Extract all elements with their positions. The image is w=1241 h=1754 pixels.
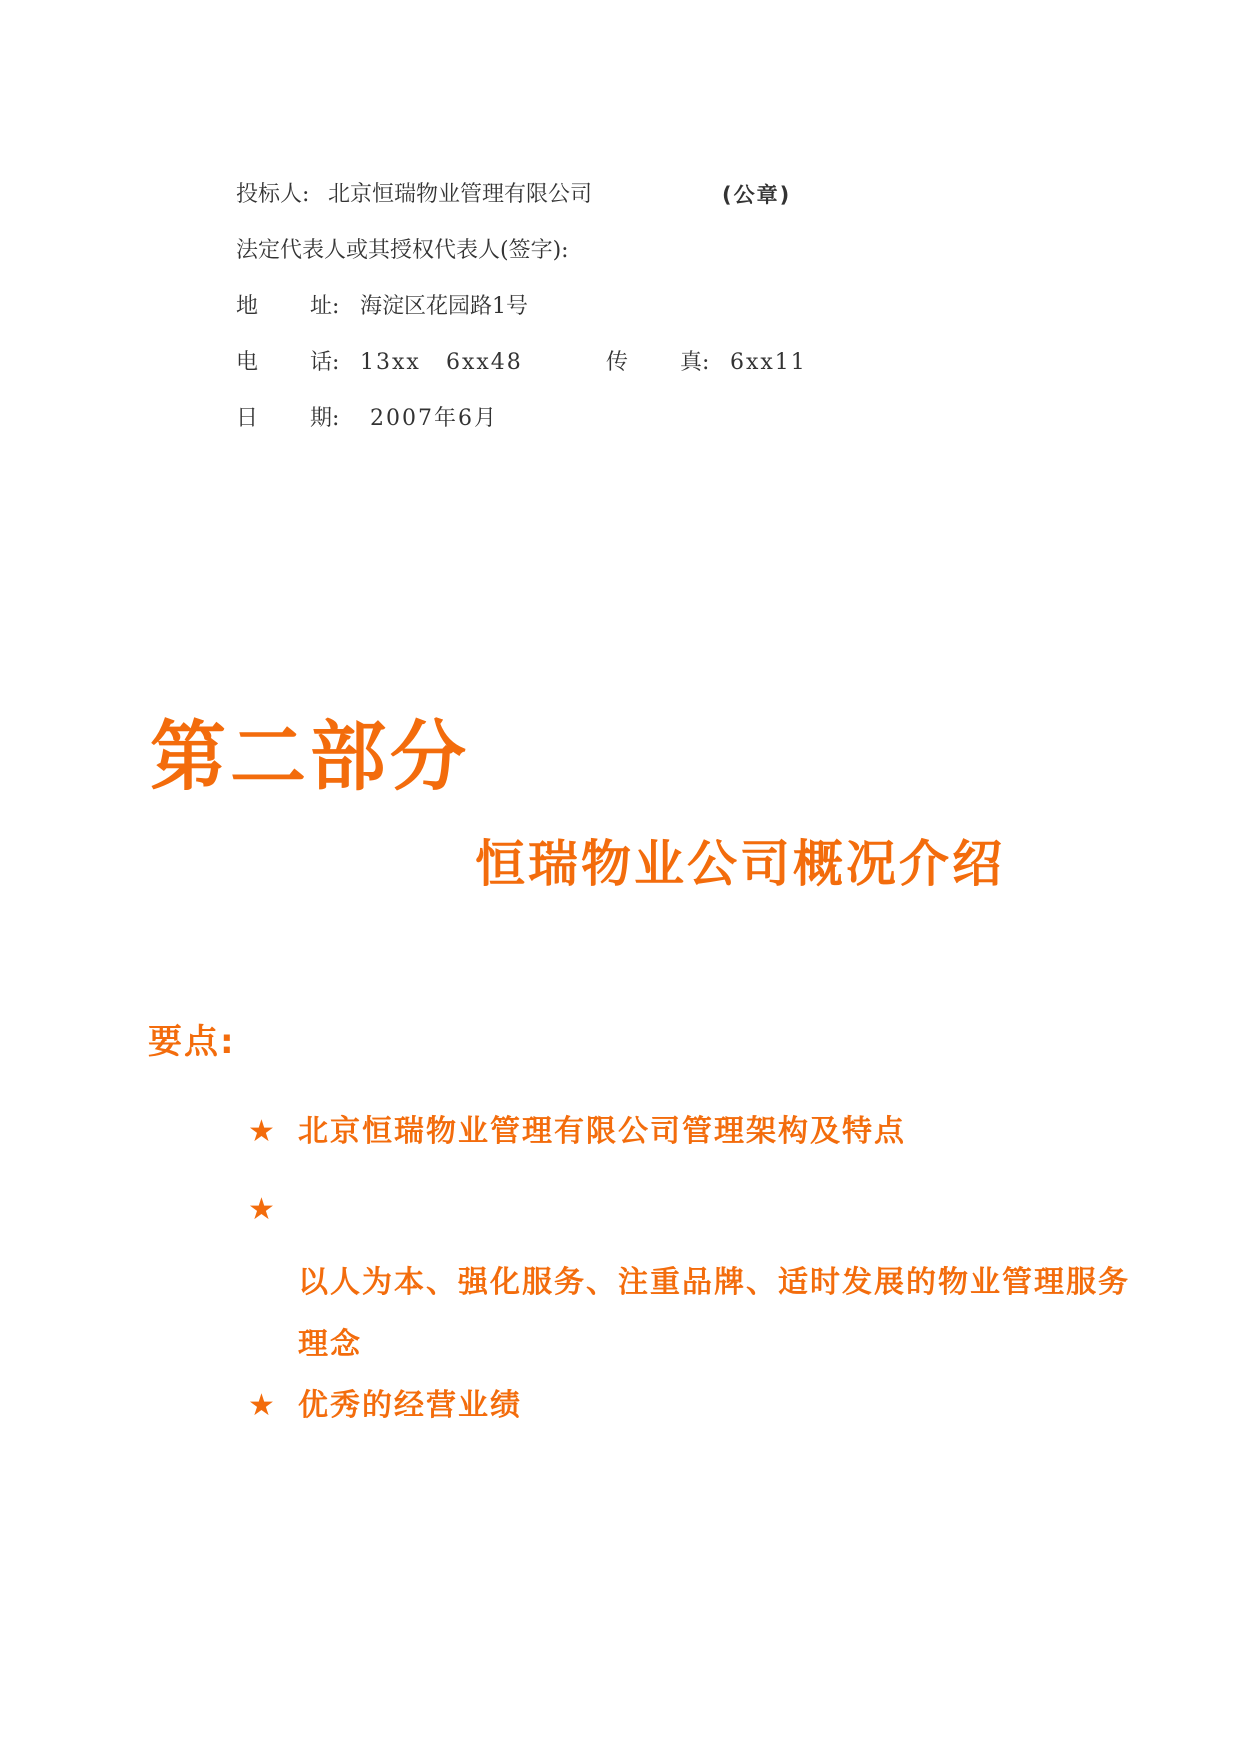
star-icon: ★ (248, 1388, 277, 1423)
section-title: 第二部分 (150, 712, 470, 801)
company-seal-note: (公章) (722, 183, 792, 207)
key-points-list (248, 1108, 1148, 1430)
list-item-text: 优秀的经营业绩 (298, 1388, 522, 1423)
legal-rep-label: 法定代表人或其授权代表人(签字): (236, 238, 569, 263)
list-item-text: 北京恒瑞物业管理有限公司管理架构及特点 (298, 1114, 906, 1149)
bidder-label: 投标人: (236, 182, 310, 207)
section-subtitle: 恒瑞物业公司概况介绍 (475, 835, 1005, 893)
star-icon: ★ (248, 1114, 277, 1149)
list-item (248, 1186, 1148, 1382)
list-item (248, 1108, 1148, 1186)
address-value: 海淀区花园路1号 (360, 294, 528, 319)
phone-value-2: 6xx48 (446, 350, 523, 375)
key-points-heading: 要点: (148, 1022, 236, 1062)
fax-value: 6xx11 (730, 350, 807, 375)
address-label-part1: 地 (236, 294, 259, 319)
date-label-part1: 日 (236, 406, 259, 431)
star-icon: ★ (248, 1192, 277, 1227)
list-item-text: 以人为本、强化服务、注重品牌、适时发展的物业管理服务理念 (298, 1265, 1130, 1362)
list-item (248, 1382, 1148, 1430)
phone-label-part1: 电 (236, 350, 259, 375)
date-label-part2: 期: (310, 406, 340, 431)
phone-value-1: 13xx (360, 350, 421, 375)
fax-label-part1: 传 (606, 350, 629, 375)
address-label-part2: 址: (310, 294, 340, 319)
date-value: 2007年6月 (370, 406, 498, 431)
fax-label-part2: 真: (680, 350, 710, 375)
phone-label-part2: 话: (310, 350, 340, 375)
bidder-name: 北京恒瑞物业管理有限公司 (328, 182, 593, 207)
